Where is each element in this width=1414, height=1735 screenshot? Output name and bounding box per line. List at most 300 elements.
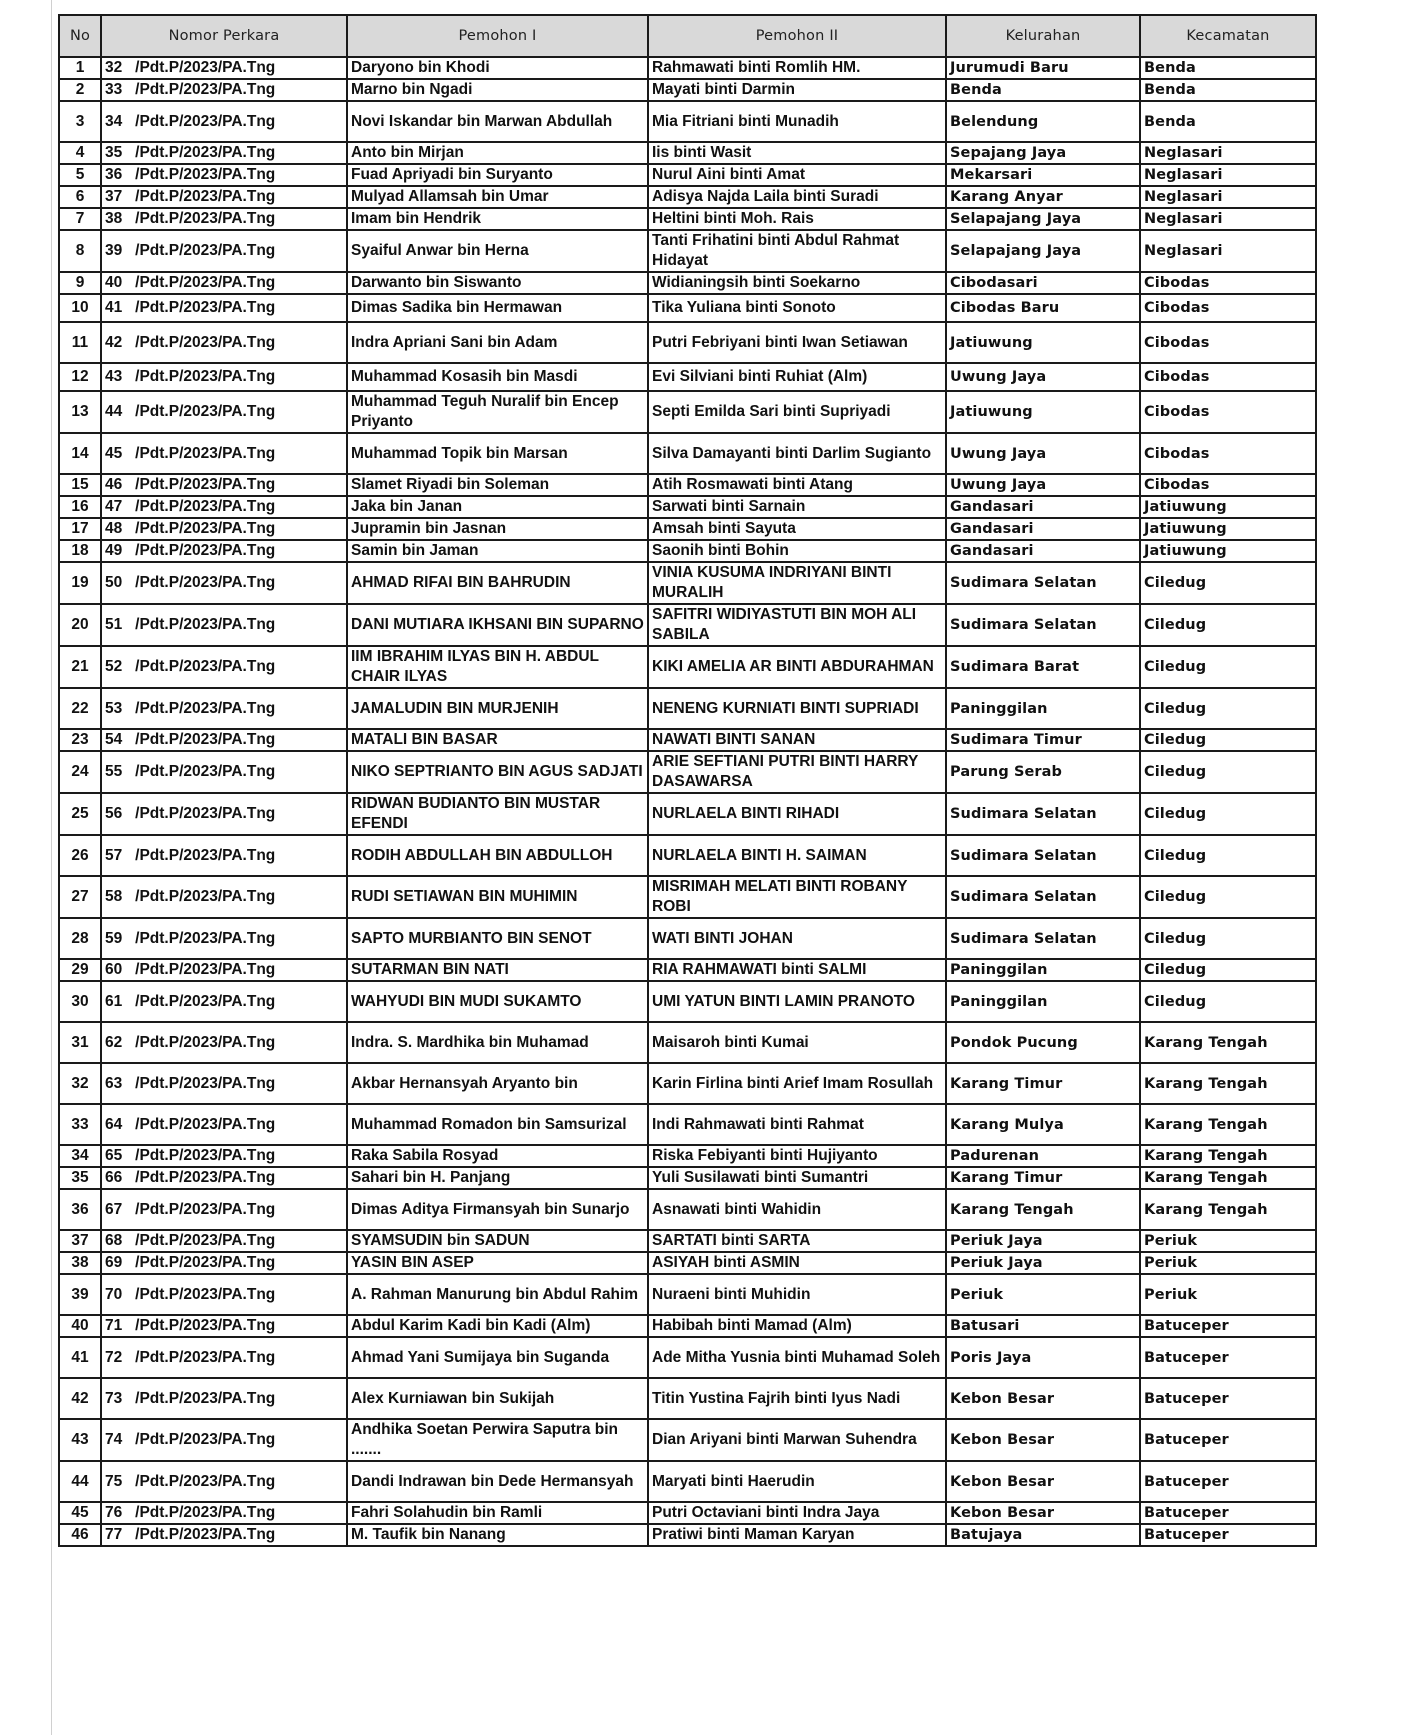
table-row xyxy=(59,164,1316,186)
cell-pemohon-1: Muhammad Teguh Nuralif bin Encep Priyanto xyxy=(347,391,648,433)
cell-nomor-perkara: 43 /Pdt.P/2023/PA.Tng xyxy=(101,363,347,391)
cell-kelurahan: Sudimara Selatan xyxy=(946,562,1140,604)
cell-kelurahan: Cibodasari xyxy=(946,272,1140,294)
cell-nomor-perkara: 50 /Pdt.P/2023/PA.Tng xyxy=(101,562,347,604)
cell-nomor-perkara: 45 /Pdt.P/2023/PA.Tng xyxy=(101,433,347,474)
cell-no: 6 xyxy=(59,186,101,208)
cell-kelurahan: Jurumudi Baru xyxy=(946,57,1140,79)
cell-pemohon-1: SUTARMAN BIN NATI xyxy=(347,959,648,981)
cell-kelurahan: Sudimara Timur xyxy=(946,729,1140,751)
table-row xyxy=(59,1378,1316,1419)
cell-kecamatan: Ciledug xyxy=(1140,688,1316,729)
cell-kelurahan: Karang Mulya xyxy=(946,1104,1140,1145)
cell-kecamatan: Batuceper xyxy=(1140,1378,1316,1419)
cell-nomor-perkara: 62 /Pdt.P/2023/PA.Tng xyxy=(101,1022,347,1063)
cell-kecamatan: Neglasari xyxy=(1140,230,1316,272)
cell-nomor-perkara: 57 /Pdt.P/2023/PA.Tng xyxy=(101,835,347,876)
table-row xyxy=(59,230,1316,272)
column-header-pemohon-2: Pemohon II xyxy=(648,15,946,57)
cell-nomor-perkara: 37 /Pdt.P/2023/PA.Tng xyxy=(101,186,347,208)
cell-kelurahan: Sudimara Selatan xyxy=(946,604,1140,646)
cell-nomor-perkara: 36 /Pdt.P/2023/PA.Tng xyxy=(101,164,347,186)
cell-kecamatan: Benda xyxy=(1140,79,1316,101)
column-header-no: No xyxy=(59,15,101,57)
table-row xyxy=(59,391,1316,433)
cell-pemohon-1: Syaiful Anwar bin Herna xyxy=(347,230,648,272)
cell-nomor-perkara: 41 /Pdt.P/2023/PA.Tng xyxy=(101,294,347,322)
cell-no: 27 xyxy=(59,876,101,918)
cell-kelurahan: Paninggilan xyxy=(946,959,1140,981)
cell-pemohon-2: Titin Yustina Fajrih binti Iyus Nadi xyxy=(648,1378,946,1419)
cell-kecamatan: Ciledug xyxy=(1140,729,1316,751)
cell-no: 5 xyxy=(59,164,101,186)
cell-pemohon-1: Darwanto bin Siswanto xyxy=(347,272,648,294)
cell-kelurahan: Uwung Jaya xyxy=(946,433,1140,474)
cell-pemohon-2: Widianingsih binti Soekarno xyxy=(648,272,946,294)
cell-pemohon-2: Mia Fitriani binti Munadih xyxy=(648,101,946,142)
cell-pemohon-1: Slamet Riyadi bin Soleman xyxy=(347,474,648,496)
table-row xyxy=(59,101,1316,142)
table-row xyxy=(59,363,1316,391)
cell-pemohon-1: Daryono bin Khodi xyxy=(347,57,648,79)
cell-kelurahan: Kebon Besar xyxy=(946,1419,1140,1461)
cell-kecamatan: Batuceper xyxy=(1140,1337,1316,1378)
table-row xyxy=(59,518,1316,540)
table-row xyxy=(59,1189,1316,1230)
cell-pemohon-2: Saonih binti Bohin xyxy=(648,540,946,562)
table-row xyxy=(59,433,1316,474)
cell-no: 7 xyxy=(59,208,101,230)
table-row xyxy=(59,1315,1316,1337)
cell-kelurahan: Uwung Jaya xyxy=(946,474,1140,496)
table-row xyxy=(59,186,1316,208)
cell-no: 24 xyxy=(59,751,101,793)
table-row xyxy=(59,142,1316,164)
cell-kecamatan: Batuceper xyxy=(1140,1461,1316,1502)
cell-pemohon-1: Ahmad Yani Sumijaya bin Suganda xyxy=(347,1337,648,1378)
cell-kecamatan: Periuk xyxy=(1140,1252,1316,1274)
cell-pemohon-1: Marno bin Ngadi xyxy=(347,79,648,101)
cell-kelurahan: Sepajang Jaya xyxy=(946,142,1140,164)
cell-kelurahan: Mekarsari xyxy=(946,164,1140,186)
cell-kelurahan: Batusari xyxy=(946,1315,1140,1337)
cell-nomor-perkara: 59 /Pdt.P/2023/PA.Tng xyxy=(101,918,347,959)
cell-kelurahan: Parung Serab xyxy=(946,751,1140,793)
table-row xyxy=(59,562,1316,604)
column-header-pemohon-1: Pemohon I xyxy=(347,15,648,57)
table-row xyxy=(59,1104,1316,1145)
cell-no: 43 xyxy=(59,1419,101,1461)
cell-no: 40 xyxy=(59,1315,101,1337)
cell-no: 2 xyxy=(59,79,101,101)
cell-no: 25 xyxy=(59,793,101,835)
table-row xyxy=(59,1337,1316,1378)
table-row xyxy=(59,496,1316,518)
cell-kecamatan: Ciledug xyxy=(1140,835,1316,876)
table-row xyxy=(59,1167,1316,1189)
cell-nomor-perkara: 61 /Pdt.P/2023/PA.Tng xyxy=(101,981,347,1022)
cell-no: 31 xyxy=(59,1022,101,1063)
cell-pemohon-2: RIA RAHMAWATI binti SALMI xyxy=(648,959,946,981)
cell-pemohon-1: WAHYUDI BIN MUDI SUKAMTO xyxy=(347,981,648,1022)
cell-pemohon-2: Asnawati binti Wahidin xyxy=(648,1189,946,1230)
cell-kecamatan: Ciledug xyxy=(1140,876,1316,918)
cell-kecamatan: Karang Tengah xyxy=(1140,1063,1316,1104)
cell-kelurahan: Selapajang Jaya xyxy=(946,208,1140,230)
column-header-kecamatan: Kecamatan xyxy=(1140,15,1316,57)
cell-pemohon-1: RUDI SETIAWAN BIN MUHIMIN xyxy=(347,876,648,918)
cell-kecamatan: Ciledug xyxy=(1140,981,1316,1022)
cell-no: 38 xyxy=(59,1252,101,1274)
cell-kecamatan: Jatiuwung xyxy=(1140,496,1316,518)
cell-kelurahan: Sudimara Selatan xyxy=(946,793,1140,835)
cell-pemohon-1: Muhammad Topik bin Marsan xyxy=(347,433,648,474)
table-row xyxy=(59,540,1316,562)
cell-pemohon-2: Dian Ariyani binti Marwan Suhendra xyxy=(648,1419,946,1461)
cell-pemohon-1: M. Taufik bin Nanang xyxy=(347,1524,648,1546)
cell-kecamatan: Benda xyxy=(1140,101,1316,142)
cell-kecamatan: Karang Tengah xyxy=(1140,1167,1316,1189)
cell-pemohon-1: A. Rahman Manurung bin Abdul Rahim xyxy=(347,1274,648,1315)
cell-pemohon-2: NURLAELA BINTI RIHADI xyxy=(648,793,946,835)
table-row xyxy=(59,729,1316,751)
cell-kecamatan: Cibodas xyxy=(1140,322,1316,363)
cell-pemohon-1: Andhika Soetan Perwira Saputra bin ....... xyxy=(347,1419,648,1461)
cell-kelurahan: Periuk Jaya xyxy=(946,1252,1140,1274)
cell-pemohon-1: AHMAD RIFAI BIN BAHRUDIN xyxy=(347,562,648,604)
cell-pemohon-1: Abdul Karim Kadi bin Kadi (Alm) xyxy=(347,1315,648,1337)
cell-pemohon-2: Pratiwi binti Maman Karyan xyxy=(648,1524,946,1546)
cell-no: 10 xyxy=(59,294,101,322)
cell-nomor-perkara: 60 /Pdt.P/2023/PA.Tng xyxy=(101,959,347,981)
column-header-nomor-perkara: Nomor Perkara xyxy=(101,15,347,57)
table-row xyxy=(59,604,1316,646)
table-row xyxy=(59,79,1316,101)
cell-pemohon-2: SAFITRI WIDIYASTUTI BIN MOH ALI SABILA xyxy=(648,604,946,646)
table-row xyxy=(59,1419,1316,1461)
cell-no: 35 xyxy=(59,1167,101,1189)
cell-kecamatan: Ciledug xyxy=(1140,604,1316,646)
cell-pemohon-2: Maisaroh binti Kumai xyxy=(648,1022,946,1063)
cell-pemohon-1: SAPTO MURBIANTO BIN SENOT xyxy=(347,918,648,959)
cell-kecamatan: Jatiuwung xyxy=(1140,518,1316,540)
cell-kecamatan: Batuceper xyxy=(1140,1524,1316,1546)
cell-kecamatan: Ciledug xyxy=(1140,751,1316,793)
cell-kelurahan: Sudimara Selatan xyxy=(946,876,1140,918)
cell-pemohon-2: Riska Febiyanti binti Hujiyanto xyxy=(648,1145,946,1167)
cell-pemohon-1: Mulyad Allamsah bin Umar xyxy=(347,186,648,208)
cell-nomor-perkara: 67 /Pdt.P/2023/PA.Tng xyxy=(101,1189,347,1230)
cell-kelurahan: Periuk xyxy=(946,1274,1140,1315)
cell-kelurahan: Kebon Besar xyxy=(946,1461,1140,1502)
cell-kecamatan: Karang Tengah xyxy=(1140,1104,1316,1145)
cell-pemohon-2: ARIE SEFTIANI PUTRI BINTI HARRY DASAWARSA xyxy=(648,751,946,793)
cell-pemohon-1: Imam bin Hendrik xyxy=(347,208,648,230)
cell-pemohon-2: NAWATI BINTI SANAN xyxy=(648,729,946,751)
cell-nomor-perkara: 73 /Pdt.P/2023/PA.Tng xyxy=(101,1378,347,1419)
cell-kecamatan: Neglasari xyxy=(1140,208,1316,230)
table-row xyxy=(59,688,1316,729)
cell-no: 9 xyxy=(59,272,101,294)
cell-pemohon-2: Septi Emilda Sari binti Supriyadi xyxy=(648,391,946,433)
cell-kelurahan: Benda xyxy=(946,79,1140,101)
cell-kecamatan: Cibodas xyxy=(1140,391,1316,433)
cell-nomor-perkara: 35 /Pdt.P/2023/PA.Tng xyxy=(101,142,347,164)
cell-no: 17 xyxy=(59,518,101,540)
cell-kecamatan: Benda xyxy=(1140,57,1316,79)
cell-pemohon-2: NENENG KURNIATI BINTI SUPRIADI xyxy=(648,688,946,729)
table-row xyxy=(59,918,1316,959)
cell-kelurahan: Paninggilan xyxy=(946,688,1140,729)
cell-no: 26 xyxy=(59,835,101,876)
cell-no: 3 xyxy=(59,101,101,142)
cell-kecamatan: Ciledug xyxy=(1140,793,1316,835)
cell-nomor-perkara: 46 /Pdt.P/2023/PA.Tng xyxy=(101,474,347,496)
cell-kelurahan: Gandasari xyxy=(946,518,1140,540)
case-register-table xyxy=(58,14,1317,1547)
cell-pemohon-1: NIKO SEPTRIANTO BIN AGUS SADJATI xyxy=(347,751,648,793)
cell-kelurahan: Belendung xyxy=(946,101,1140,142)
cell-pemohon-1: JAMALUDIN BIN MURJENIH xyxy=(347,688,648,729)
cell-no: 23 xyxy=(59,729,101,751)
cell-pemohon-1: Novi Iskandar bin Marwan Abdullah xyxy=(347,101,648,142)
cell-pemohon-2: Sarwati binti Sarnain xyxy=(648,496,946,518)
cell-pemohon-2: Nuraeni binti Muhidin xyxy=(648,1274,946,1315)
cell-kelurahan: Gandasari xyxy=(946,496,1140,518)
cell-kelurahan: Jatiuwung xyxy=(946,322,1140,363)
cell-no: 13 xyxy=(59,391,101,433)
cell-pemohon-1: Sahari bin H. Panjang xyxy=(347,1167,648,1189)
cell-pemohon-1: RIDWAN BUDIANTO BIN MUSTAR EFENDI xyxy=(347,793,648,835)
cell-nomor-perkara: 68 /Pdt.P/2023/PA.Tng xyxy=(101,1230,347,1252)
cell-no: 21 xyxy=(59,646,101,688)
cell-kelurahan: Kebon Besar xyxy=(946,1502,1140,1524)
cell-kecamatan: Batuceper xyxy=(1140,1502,1316,1524)
cell-kelurahan: Paninggilan xyxy=(946,981,1140,1022)
cell-kelurahan: Kebon Besar xyxy=(946,1378,1140,1419)
cell-no: 41 xyxy=(59,1337,101,1378)
cell-kecamatan: Jatiuwung xyxy=(1140,540,1316,562)
cell-pemohon-1: Raka Sabila Rosyad xyxy=(347,1145,648,1167)
table-row xyxy=(59,294,1316,322)
cell-nomor-perkara: 44 /Pdt.P/2023/PA.Tng xyxy=(101,391,347,433)
cell-no: 12 xyxy=(59,363,101,391)
cell-nomor-perkara: 58 /Pdt.P/2023/PA.Tng xyxy=(101,876,347,918)
cell-kelurahan: Poris Jaya xyxy=(946,1337,1140,1378)
cell-pemohon-1: Akbar Hernansyah Aryanto bin xyxy=(347,1063,648,1104)
cell-nomor-perkara: 66 /Pdt.P/2023/PA.Tng xyxy=(101,1167,347,1189)
table-row xyxy=(59,876,1316,918)
cell-kecamatan: Neglasari xyxy=(1140,164,1316,186)
cell-nomor-perkara: 64 /Pdt.P/2023/PA.Tng xyxy=(101,1104,347,1145)
cell-pemohon-2: VINIA KUSUMA INDRIYANI BINTI MURALIH xyxy=(648,562,946,604)
cell-pemohon-2: MISRIMAH MELATI BINTI ROBANY ROBI xyxy=(648,876,946,918)
cell-pemohon-1: Jupramin bin Jasnan xyxy=(347,518,648,540)
cell-pemohon-2: Mayati binti Darmin xyxy=(648,79,946,101)
table-row xyxy=(59,208,1316,230)
cell-nomor-perkara: 63 /Pdt.P/2023/PA.Tng xyxy=(101,1063,347,1104)
cell-nomor-perkara: 39 /Pdt.P/2023/PA.Tng xyxy=(101,230,347,272)
cell-kecamatan: Periuk xyxy=(1140,1230,1316,1252)
cell-pemohon-2: Heltini binti Moh. Rais xyxy=(648,208,946,230)
table-row xyxy=(59,835,1316,876)
cell-pemohon-2: Putri Febriyani binti Iwan Setiawan xyxy=(648,322,946,363)
table-row xyxy=(59,1230,1316,1252)
cell-pemohon-2: Indi Rahmawati binti Rahmat xyxy=(648,1104,946,1145)
cell-no: 45 xyxy=(59,1502,101,1524)
header-row xyxy=(59,15,1316,57)
cell-pemohon-1: DANI MUTIARA IKHSANI BIN SUPARNO xyxy=(347,604,648,646)
cell-nomor-perkara: 33 /Pdt.P/2023/PA.Tng xyxy=(101,79,347,101)
cell-pemohon-1: Muhammad Kosasih bin Masdi xyxy=(347,363,648,391)
cell-pemohon-2: Habibah binti Mamad (Alm) xyxy=(648,1315,946,1337)
cell-pemohon-1: Dimas Sadika bin Hermawan xyxy=(347,294,648,322)
cell-kelurahan: Uwung Jaya xyxy=(946,363,1140,391)
cell-pemohon-1: Indra Apriani Sani bin Adam xyxy=(347,322,648,363)
cell-kelurahan: Sudimara Selatan xyxy=(946,835,1140,876)
cell-kelurahan: Sudimara Selatan xyxy=(946,918,1140,959)
cell-nomor-perkara: 74 /Pdt.P/2023/PA.Tng xyxy=(101,1419,347,1461)
cell-pemohon-2: KIKI AMELIA AR BINTI ABDURAHMAN xyxy=(648,646,946,688)
table-row xyxy=(59,57,1316,79)
cell-pemohon-1: Indra. S. Mardhika bin Muhamad xyxy=(347,1022,648,1063)
cell-no: 30 xyxy=(59,981,101,1022)
cell-nomor-perkara: 40 /Pdt.P/2023/PA.Tng xyxy=(101,272,347,294)
cell-pemohon-1: Dimas Aditya Firmansyah bin Sunarjo xyxy=(347,1189,648,1230)
cell-kecamatan: Ciledug xyxy=(1140,959,1316,981)
cell-no: 34 xyxy=(59,1145,101,1167)
cell-nomor-perkara: 51 /Pdt.P/2023/PA.Tng xyxy=(101,604,347,646)
cell-no: 44 xyxy=(59,1461,101,1502)
cell-pemohon-2: Nurul Aini binti Amat xyxy=(648,164,946,186)
page-edge xyxy=(51,0,52,1735)
cell-no: 20 xyxy=(59,604,101,646)
cell-no: 1 xyxy=(59,57,101,79)
cell-pemohon-1: Fahri Solahudin bin Ramli xyxy=(347,1502,648,1524)
table-row xyxy=(59,959,1316,981)
cell-kelurahan: Selapajang Jaya xyxy=(946,230,1140,272)
cell-no: 32 xyxy=(59,1063,101,1104)
cell-kelurahan: Padurenan xyxy=(946,1145,1140,1167)
cell-nomor-perkara: 48 /Pdt.P/2023/PA.Tng xyxy=(101,518,347,540)
cell-pemohon-2: Karin Firlina binti Arief Imam Rosullah xyxy=(648,1063,946,1104)
table-row xyxy=(59,751,1316,793)
cell-pemohon-2: NURLAELA BINTI H. SAIMAN xyxy=(648,835,946,876)
table-row xyxy=(59,474,1316,496)
cell-kecamatan: Ciledug xyxy=(1140,918,1316,959)
cell-nomor-perkara: 49 /Pdt.P/2023/PA.Tng xyxy=(101,540,347,562)
cell-kecamatan: Cibodas xyxy=(1140,294,1316,322)
cell-no: 15 xyxy=(59,474,101,496)
cell-nomor-perkara: 77 /Pdt.P/2023/PA.Tng xyxy=(101,1524,347,1546)
cell-kecamatan: Cibodas xyxy=(1140,272,1316,294)
cell-no: 19 xyxy=(59,562,101,604)
cell-pemohon-1: Jaka bin Janan xyxy=(347,496,648,518)
cell-no: 11 xyxy=(59,322,101,363)
cell-kecamatan: Karang Tengah xyxy=(1140,1189,1316,1230)
cell-nomor-perkara: 54 /Pdt.P/2023/PA.Tng xyxy=(101,729,347,751)
cell-kelurahan: Jatiuwung xyxy=(946,391,1140,433)
cell-pemohon-2: Yuli Susilawati binti Sumantri xyxy=(648,1167,946,1189)
cell-nomor-perkara: 38 /Pdt.P/2023/PA.Tng xyxy=(101,208,347,230)
cell-pemohon-2: Tika Yuliana binti Sonoto xyxy=(648,294,946,322)
cell-no: 42 xyxy=(59,1378,101,1419)
cell-no: 36 xyxy=(59,1189,101,1230)
cell-no: 29 xyxy=(59,959,101,981)
cell-pemohon-1: Muhammad Romadon bin Samsurizal xyxy=(347,1104,648,1145)
cell-pemohon-1: Anto bin Mirjan xyxy=(347,142,648,164)
cell-nomor-perkara: 52 /Pdt.P/2023/PA.Tng xyxy=(101,646,347,688)
cell-nomor-perkara: 42 /Pdt.P/2023/PA.Tng xyxy=(101,322,347,363)
table-row xyxy=(59,1524,1316,1546)
cell-pemohon-2: Adisya Najda Laila binti Suradi xyxy=(648,186,946,208)
cell-pemohon-1: MATALI BIN BASAR xyxy=(347,729,648,751)
cell-kelurahan: Cibodas Baru xyxy=(946,294,1140,322)
cell-kecamatan: Karang Tengah xyxy=(1140,1145,1316,1167)
cell-no: 14 xyxy=(59,433,101,474)
cell-no: 18 xyxy=(59,540,101,562)
cell-pemohon-1: Fuad Apriyadi bin Suryanto xyxy=(347,164,648,186)
cell-pemohon-2: Maryati binti Haerudin xyxy=(648,1461,946,1502)
table-row xyxy=(59,1252,1316,1274)
cell-no: 22 xyxy=(59,688,101,729)
table-row xyxy=(59,793,1316,835)
cell-kecamatan: Periuk xyxy=(1140,1274,1316,1315)
cell-pemohon-2: SARTATI binti SARTA xyxy=(648,1230,946,1252)
cell-pemohon-2: Putri Octaviani binti Indra Jaya xyxy=(648,1502,946,1524)
cell-pemohon-2: Tanti Frihatini binti Abdul Rahmat Hidayat xyxy=(648,230,946,272)
cell-no: 39 xyxy=(59,1274,101,1315)
cell-pemohon-2: WATI BINTI JOHAN xyxy=(648,918,946,959)
table-row xyxy=(59,981,1316,1022)
cell-no: 8 xyxy=(59,230,101,272)
cell-kecamatan: Cibodas xyxy=(1140,433,1316,474)
cell-nomor-perkara: 72 /Pdt.P/2023/PA.Tng xyxy=(101,1337,347,1378)
cell-nomor-perkara: 65 /Pdt.P/2023/PA.Tng xyxy=(101,1145,347,1167)
cell-pemohon-2: Evi Silviani binti Ruhiat (Alm) xyxy=(648,363,946,391)
cell-pemohon-1: SYAMSUDIN bin SADUN xyxy=(347,1230,648,1252)
cell-pemohon-1: RODIH ABDULLAH BIN ABDULLOH xyxy=(347,835,648,876)
cell-pemohon-2: UMI YATUN BINTI LAMIN PRANOTO xyxy=(648,981,946,1022)
cell-pemohon-1: Samin bin Jaman xyxy=(347,540,648,562)
cell-nomor-perkara: 75 /Pdt.P/2023/PA.Tng xyxy=(101,1461,347,1502)
cell-kelurahan: Karang Tengah xyxy=(946,1189,1140,1230)
table-row xyxy=(59,1063,1316,1104)
cell-nomor-perkara: 76 /Pdt.P/2023/PA.Tng xyxy=(101,1502,347,1524)
cell-kelurahan: Karang Timur xyxy=(946,1167,1140,1189)
cell-pemohon-2: ASIYAH binti ASMIN xyxy=(648,1252,946,1274)
cell-kelurahan: Periuk Jaya xyxy=(946,1230,1140,1252)
cell-pemohon-2: Atih Rosmawati binti Atang xyxy=(648,474,946,496)
cell-pemohon-1: YASIN BIN ASEP xyxy=(347,1252,648,1274)
cell-pemohon-1: Dandi Indrawan bin Dede Hermansyah xyxy=(347,1461,648,1502)
table-row xyxy=(59,272,1316,294)
cell-kelurahan: Karang Anyar xyxy=(946,186,1140,208)
cell-kelurahan: Pondok Pucung xyxy=(946,1022,1140,1063)
table-row xyxy=(59,1274,1316,1315)
cell-kecamatan: Neglasari xyxy=(1140,186,1316,208)
table-row xyxy=(59,1145,1316,1167)
cell-nomor-perkara: 53 /Pdt.P/2023/PA.Tng xyxy=(101,688,347,729)
cell-kelurahan: Batujaya xyxy=(946,1524,1140,1546)
table-row xyxy=(59,1022,1316,1063)
cell-nomor-perkara: 34 /Pdt.P/2023/PA.Tng xyxy=(101,101,347,142)
cell-no: 33 xyxy=(59,1104,101,1145)
cell-nomor-perkara: 56 /Pdt.P/2023/PA.Tng xyxy=(101,793,347,835)
column-header-kelurahan: Kelurahan xyxy=(946,15,1140,57)
cell-nomor-perkara: 32 /Pdt.P/2023/PA.Tng xyxy=(101,57,347,79)
cell-pemohon-2: Ade Mitha Yusnia binti Muhamad Soleh xyxy=(648,1337,946,1378)
